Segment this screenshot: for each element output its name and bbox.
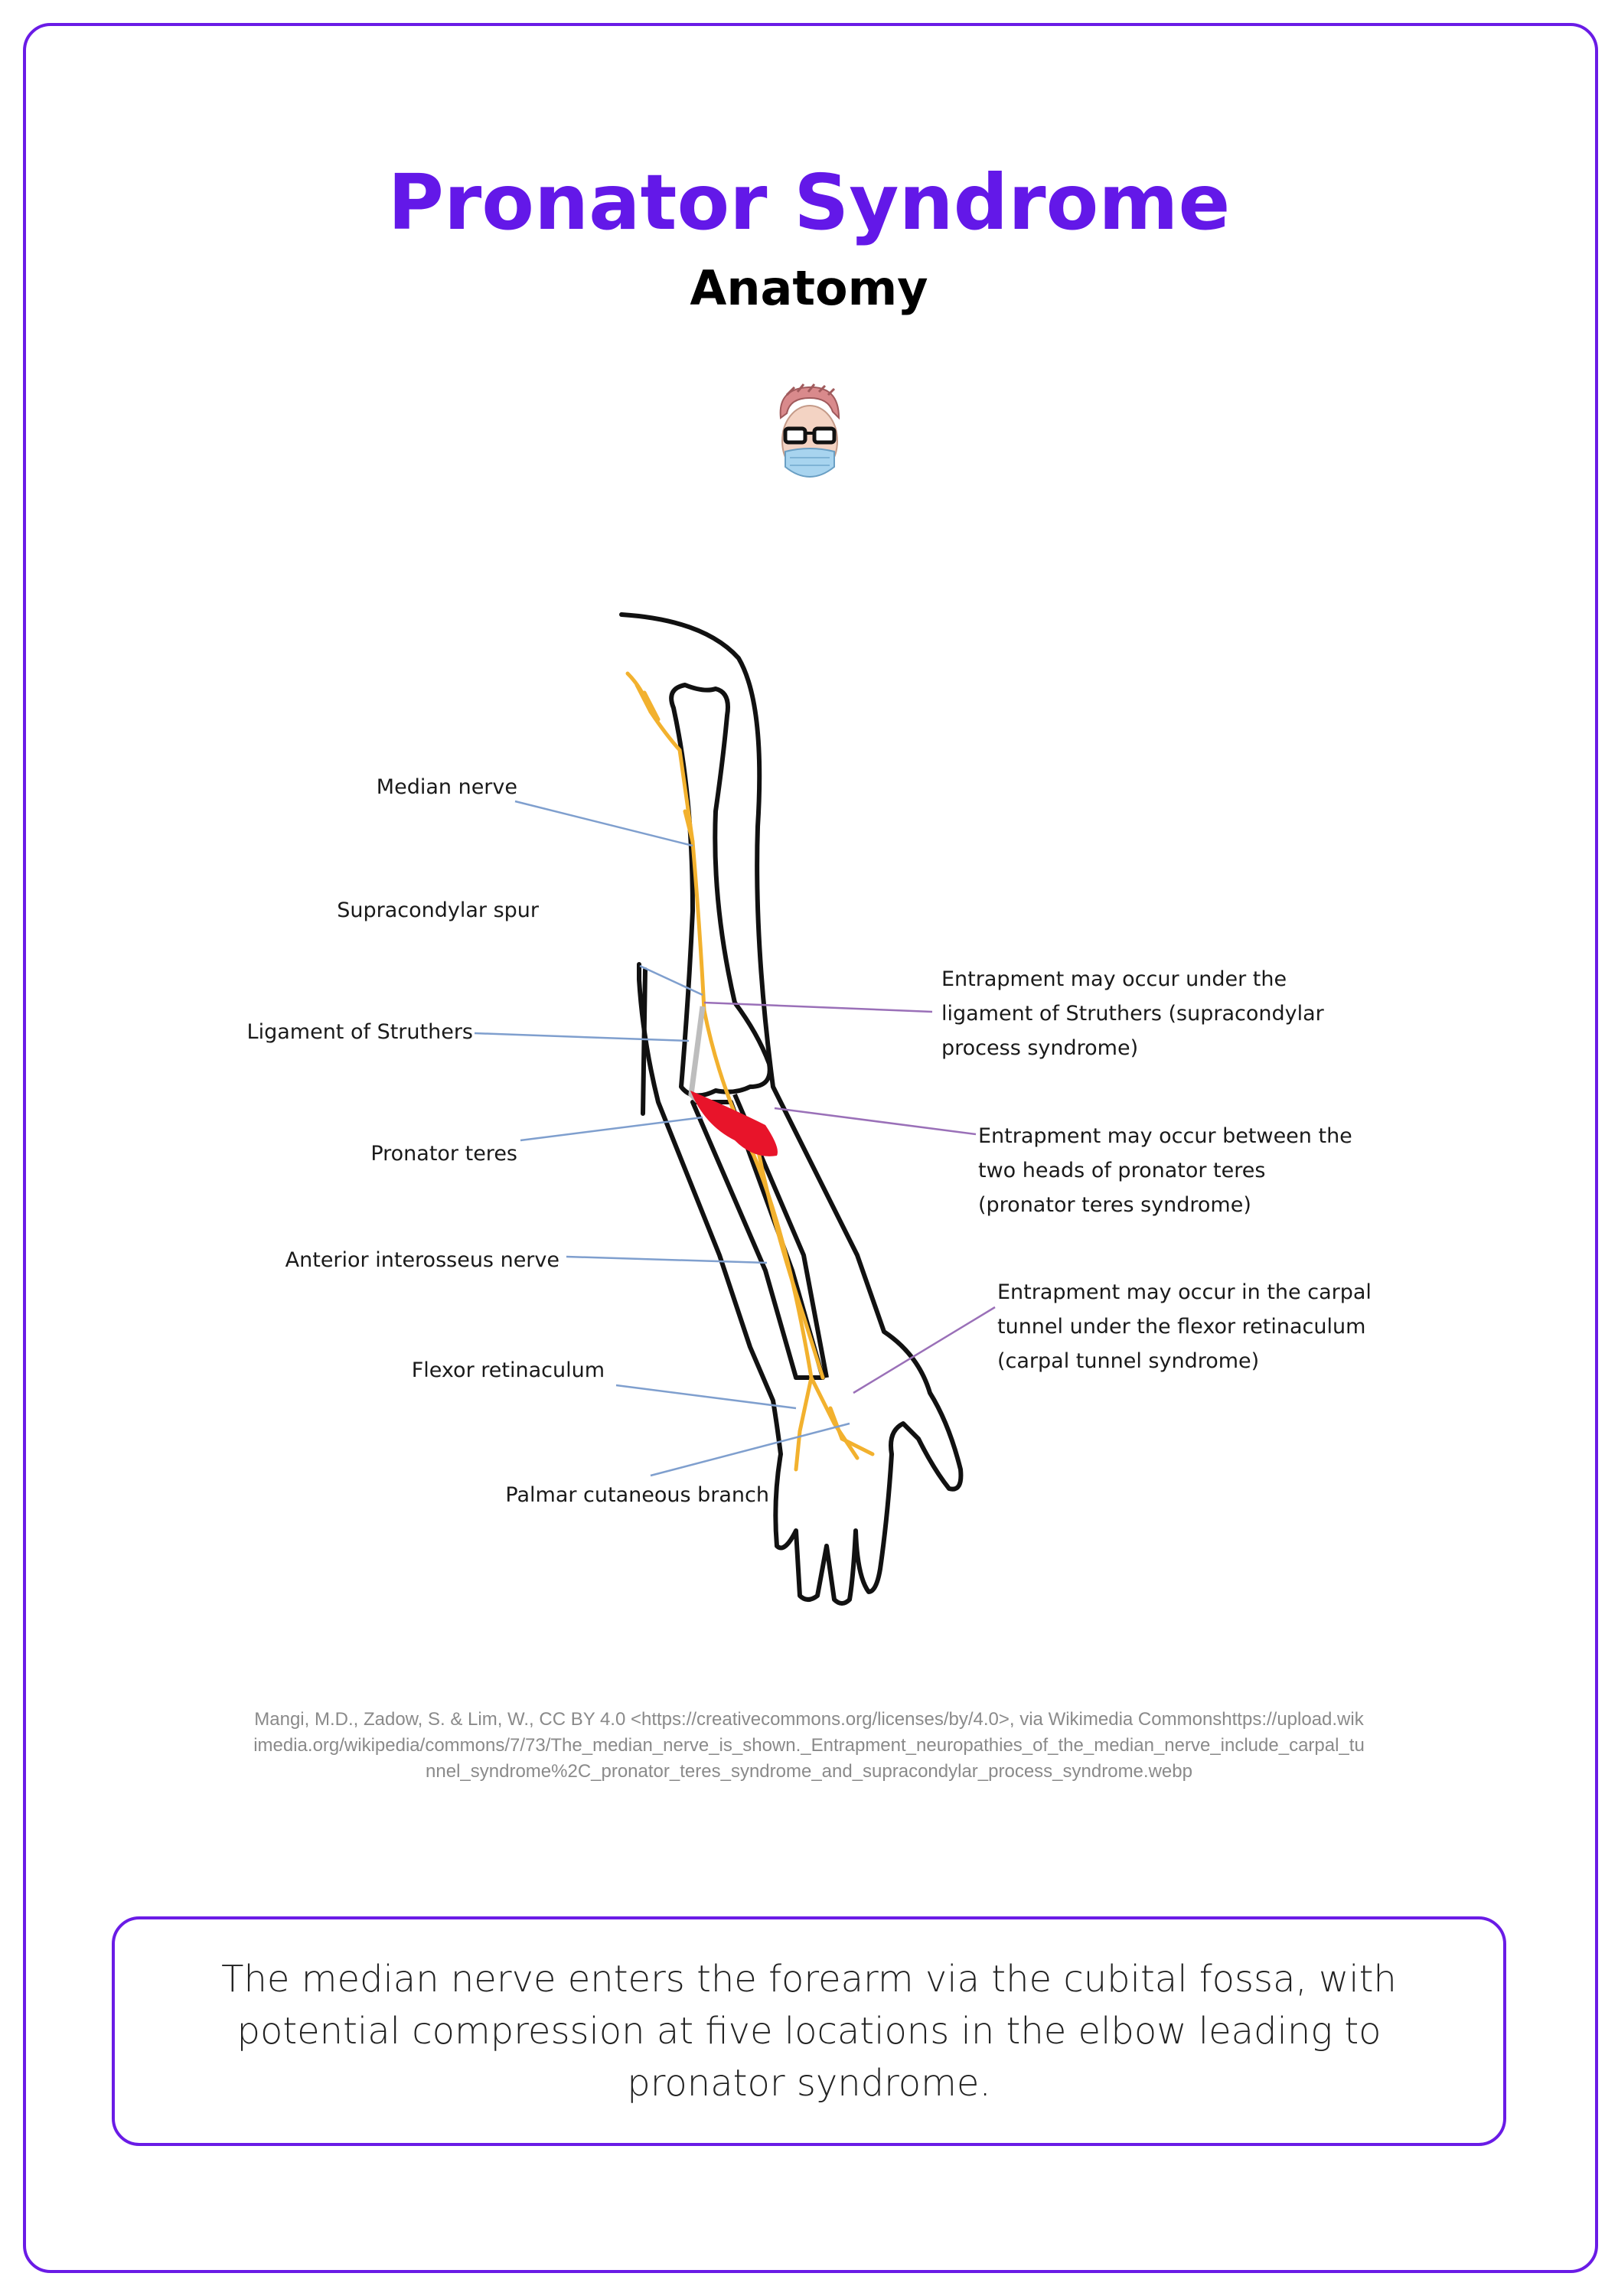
label-ligament-of-struthers: Ligament of Struthers <box>246 1020 473 1044</box>
callout-pronator-teres: Entrapment may occur between the two heads of pronator teres (pronator teres syndrome) <box>978 1124 1352 1217</box>
label-pronator-teres: Pronator teres <box>370 1142 517 1166</box>
image-credit: Mangi, M.D., Zadow, S. & Lim, W., CC BY 4.0 <https://creativecommons.org/licenses/by/4.0>, via Wikimedia Commonshttps://upload.wikimedia.org/wikipedia/commons/7/73/The_median_nerve_is_shown._Entrapment_neuropathies_of_the_median_nerve_include_carpal_tunnel_syndrome%2C_pronator_teres_syndrome_and_supracondylar_process_syndrome.webp <box>253 1709 1365 1782</box>
page-title: Pronator Syndrome <box>387 158 1231 247</box>
callout-struthers: Entrapment may occur under the ligament of Struthers (supracondylar process syndrome) <box>941 967 1324 1060</box>
arm-outline <box>621 615 961 1603</box>
bone-outline <box>671 685 827 1378</box>
label-median-nerve: Median nerve <box>376 775 517 799</box>
label-flexor-retinaculum: Flexor retinaculum <box>411 1358 605 1382</box>
page-subtitle: Anatomy <box>690 260 928 316</box>
summary-box <box>112 1916 1506 2146</box>
label-anterior-interosseus-nerve: Anterior interosseus nerve <box>285 1248 559 1272</box>
ligament-of-struthers <box>691 1006 703 1102</box>
callout-carpal-tunnel: Entrapment may occur in the carpal tunnel under the flexor retinaculum (carpal tunnel syndrome) <box>997 1280 1372 1373</box>
summary-text: The median nerve enters the forearm via the cubital fossa, with potential compression at five locations in the elbow leading to pronator syndrome. <box>221 1958 1397 2105</box>
label-palmar-cutaneous-branch: Palmar cutaneous branch <box>505 1483 769 1507</box>
label-supracondylar-spur: Supracondylar spur <box>337 899 539 922</box>
right-callouts <box>941 967 1378 1373</box>
